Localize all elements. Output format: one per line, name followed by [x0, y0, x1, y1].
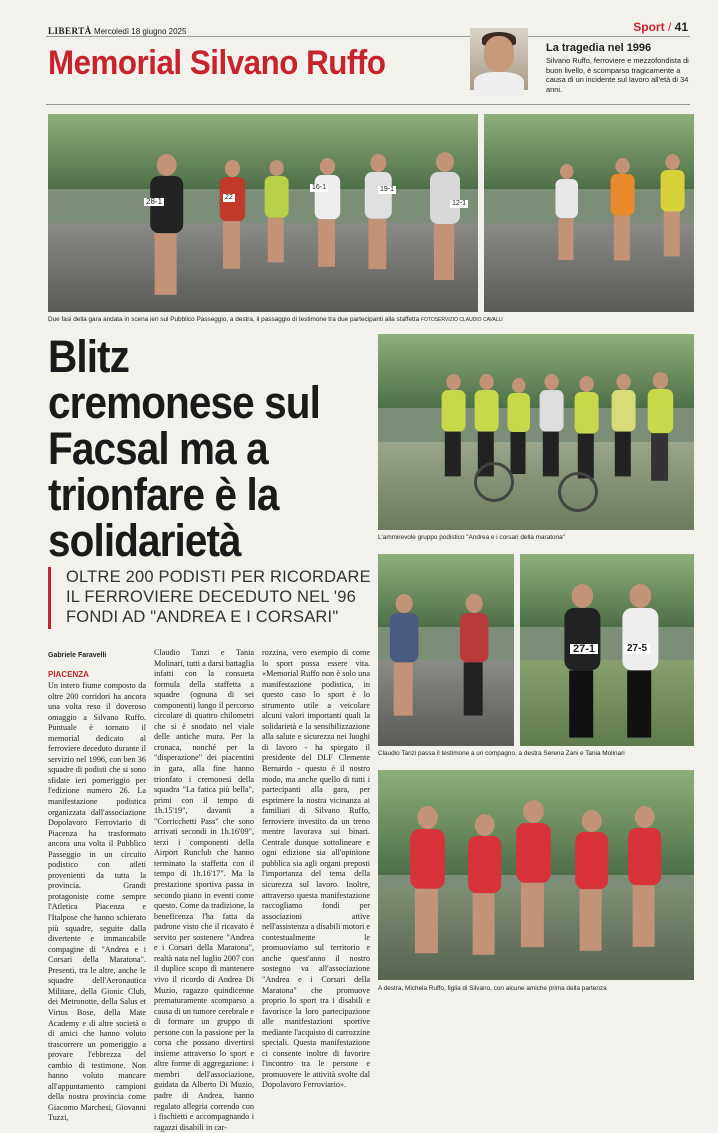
family-photo — [378, 770, 694, 980]
article-column-2: Claudio Tanzi e Tania Molinari, tutti a darsi battaglia infatti con la consueta formula della staffetta a squadre (ognuna di sei componenti) lungo il percorso circolare di quattro chilometri che si è snodato nel viale delle antiche mura. Per la cronaca, nonché per la "disperazione" dei piacentini in gara, alla fine hanno trionfato i cremonesi della squadra "La fatica più bella", primi con il tempo di 1h.15'19", davanti a "Corricchetti Pass" che sono arrivati secondi in 1h.16'09", terzi i componenti della Airport Runclub che hanno terminato la staffetta con il tempo di 1h.16'17". Ma la prestazione sportiva passa in secondo piano in eventi come questo. Come da tradizione, la beneficenza l'ha fatta da padrone visto che il ricavato è servito per sostenere "Andrea e i Corsari della Maratona", realtà nata nel luglio 2007 con il duplice scopo di mantenere vivo il ricordo di Andrea Di Muzio, ragazzo quindicenne prematuramente scomparso a causa di un tumore cerebrale e di formare un gruppo di persone con la passione per la corsa che possano divertirsi insieme attraverso lo sport e altre forme di aggregazione: i membri dell'associazione, guidata da Alberto Di Muzio, padre di Andrea, hanno regalato allegria correndo con i fischietti e accompagnando i ragazzi disabili in car- — [154, 648, 254, 1132]
sidebar-text: Silvano Ruffo, ferroviere e mezzofondista di buon livello, è scomparso tragicamente a causa di un incidente sul lavoro all'età di 34 anni. — [546, 56, 689, 94]
group-photo — [378, 334, 694, 530]
race-bib: 22 — [225, 194, 233, 201]
women-bib: 27-5 — [624, 644, 650, 654]
photo-credit: FOTOSERVIZIO CLAUDIO CAVALLI — [420, 317, 503, 323]
section-name: Sport — [633, 20, 665, 34]
title-rule — [46, 104, 690, 105]
women-runners-photo — [520, 554, 694, 746]
race-bib: 12-1 — [452, 200, 467, 207]
dateline: PIACENZA — [48, 670, 89, 679]
group-photo-caption: L'ammirevole gruppo podistico "Andrea e i corsari della maratona" — [378, 534, 565, 541]
byline: Gabriele Faravelli — [48, 652, 107, 659]
portrait-photo — [470, 28, 528, 90]
article-column-3: rozzina, vero esempio di come lo sport possa essere vita. «Memorial Ruffo non è solo una manifestazione podistica, in questo caso lo sport è lo strumento utile a veicolare alcuni valori importanti quali la solidarietà e la sensibilizzazione alla salute e sicurezza nei luoghi di lavoro - ha spiegato il presidente del DLF Clemente Bernardo - questo è il nostro modo, ma anche quello di tutti i partecipanti alla gara, per esprimere la nostra vicinanza ai familiari di Silvano Ruffo, ferroviere investito da un treno mentre lavorava sui binari. Centrale dunque sottolineare e ogni edizione sia all'opinione pubblica sia agli organi preposti l'importanza del tema della sicurezza sul lavoro. Inoltre, attraverso questa manifestazione raccogliamo fondi per associazioni attive nell'assistenza a disabili motori e contestualmente le promuoviamo sul territorio e anche quest'anno il nostro sostegno va all'associazione "Andrea e i Corsari della Maratona" che promuove proprio lo sport tra i disabili e favorisce la loro partecipazione alle manifestazioni sportive mediante l'acquisto di carrozzine speciali. Questa manifestazione ci consente inoltre di favorire l'incontro tra le persone e promuovere le attività svolte dal Dopolavoro Ferroviario». — [262, 648, 370, 1090]
paper-name: LIBERTÀ — [48, 26, 92, 36]
top-photo-caption — [48, 316, 694, 324]
subhead: OLTRE 200 PODISTI PER RICORDARE IL FERROVIERE DECEDUTO NEL '96 FONDI AD "ANDREA E I CORSARI" — [66, 568, 371, 626]
article-column-1: Un intero fiume composto da oltre 200 corridori ha ancora una volta reso il doveroso omaggio a Silvano Ruffo. Puntuale è tornato il memorial dedicato al ferroviere deceduto durante il servizio nel 1996, con ben 36 squadre di podisti che si sono sfidate ieri pomeriggio per l'edizione numero 26. La manifestazione podistica organizzata dall'associazione Dopolavoro Ferroviario di Piacenza ha trasformato ancora una volta il Pubblico Passeggio in un circuito podistico con atleti provenienti da tutta la provincia. Grandi protagoniste come sempre l'Atletica Piacenza e l'Italpose che hanno schierato più squadre, seguite dalla divertente e immancabile compagine di "Andrea e i Corsari della Maratona". Presenti, tra le altre, anche le squadre dell'Aeronautica Militare, della Gionic Club, dei Metronotte, della Salus et Virtus Bose, della Mate Academy e di altre società o di amici che hanno voluto trascorrere un pomeriggio a provare l'ebbrezza del cambio di testimone. Non hanno voluto mancare all'appuntamento campioni della nostra provincia come Giacomo Marchesi, Giovanni Tuzzi, — [48, 681, 146, 1123]
masthead-left — [48, 26, 186, 36]
family-photo-caption: A destra, Michela Ruffo, figlia di Silvano, con alcune amiche prima della partenza — [378, 985, 607, 992]
race-bib: 28-1 — [146, 197, 163, 206]
masthead-rule — [46, 36, 690, 37]
page-number: 41 — [674, 20, 688, 34]
race-bib: 16-1 — [312, 184, 327, 191]
headline: Blitz cremonese sul Facsal ma a trionfare è la solidarietà — [48, 331, 320, 566]
sidebar-title: La tragedia nel 1996 — [546, 42, 652, 54]
relay-photo — [378, 554, 514, 746]
top-caption-text: Due fasi della gara andata in scena ieri sul Pubblico Passeggio, a destra, il passaggio di testimone tra due partecipanti alla staffetta — [48, 316, 420, 323]
issue-date: Mercoledì 18 giugno 2025 — [93, 27, 187, 36]
masthead-right: Sport / 41 — [633, 20, 688, 34]
event-title: Memorial Silvano Ruffo — [48, 44, 386, 82]
relay-handoff-photo — [484, 114, 694, 312]
race-photo-left — [48, 114, 478, 312]
race-bib: 19-1 — [380, 186, 395, 193]
women-bib: 27-1 — [570, 644, 598, 654]
relay-photo-caption: Claudio Tanzi passa il testimone a un compagno, a destra Serena Zani e Tania Molinari — [378, 750, 625, 757]
subhead-accent-bar — [48, 567, 51, 629]
